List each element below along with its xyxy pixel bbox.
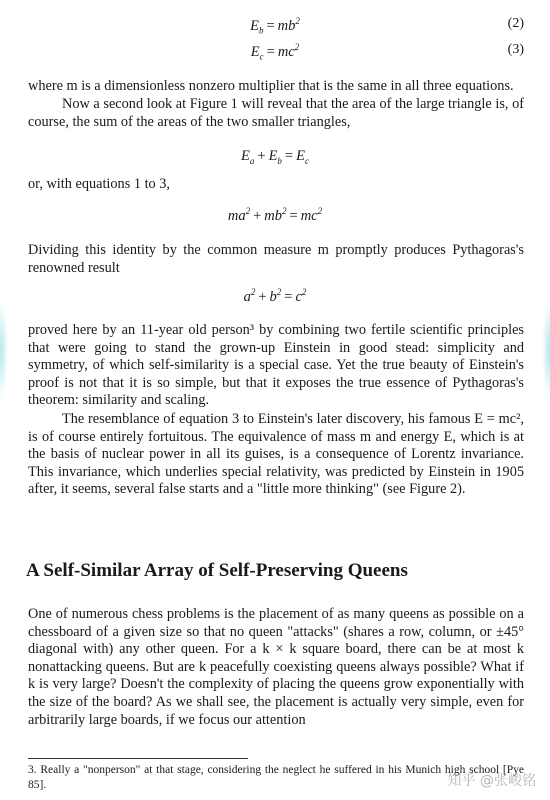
scan-edge-glow-left	[0, 300, 8, 400]
equation-pythagoras: $a^2 + b^2 = c^2$	[243, 287, 307, 305]
equation-area-sum: $E_a + E_b = E_c$	[241, 148, 309, 166]
paragraph-second-look: Now a second look at Figure 1 will reveal that the area of the large triangle is, of course, the sum of the areas of the two smaller triangles,	[28, 96, 524, 130]
paragraph-with-equations: or, with equations 1 to 3,	[28, 176, 170, 192]
footnote-rule	[28, 758, 248, 759]
paragraph-proved-here: proved here by an 11-year old person³ by combining two fertile scientific principles that were going to stand the grown-up Einstein in good stead: simplicity and symmetry, of which self-similarity is a special case. Yet the true beauty of Einstein's proof is not that it is so simple, but that it exposes the true essence of Pythagoras's theorem: similarity and scaling.	[28, 322, 524, 409]
equation-mass: $ma^2 + mb^2 = mc^2$	[227, 206, 323, 224]
scan-edge-glow-right	[542, 300, 550, 400]
watermark: 知乎 @张峻铭	[447, 773, 536, 789]
equation-2: $E_b = mb^2$ (2)	[250, 16, 524, 36]
paragraph-multiplier: where m is a dimensionless nonzero multiplier that is the same in all three equations.	[28, 78, 514, 94]
equation-number-3: (3)	[507, 42, 524, 57]
equation-number-2: (2)	[507, 16, 524, 31]
equation-3: $E_c = mc^2$ (3)	[250, 42, 524, 62]
paragraph-dividing: Dividing this identity by the common measure m promptly produces Pythagoras's renowned result	[28, 242, 524, 276]
section-heading: A Self-Similar Array of Self-Preserving Queens	[26, 560, 408, 581]
paragraph-queens: One of numerous chess problems is the placement of as many queens as possible on a chessboard of a given size so that no queen "attacks" (shares a row, column, or ±45° diagonal with) any other queen. For a k × k square board, there can be at most k nonattacking queens. But are k peacefully coexisting queens always possible? What if k is very large? Doesn't the complexity of placing the queens grow exponentially with the size of the board? As we shall see, the placement is actually very simple, even for arbitrarily large boards, if we focus our attention	[28, 606, 524, 728]
footnote-3: 3. Really a "nonperson" at that stage, considering the neglect he suffered in his Munich high school [Pye 85].	[28, 764, 524, 791]
paragraph-resemblance: The resemblance of equation 3 to Einstein's later discovery, his famous E = mc², is of course entirely fortuitous. The equivalence of mass m and energy E, which is at the basis of nuclear power in all its guises, is a consequence of Lorentz invariance. This invariance, which underlies special relativity, was predicted by Einstein in 1905 after, it seems, several false starts and a "little more thinking" (see Figure 2).	[28, 411, 524, 498]
